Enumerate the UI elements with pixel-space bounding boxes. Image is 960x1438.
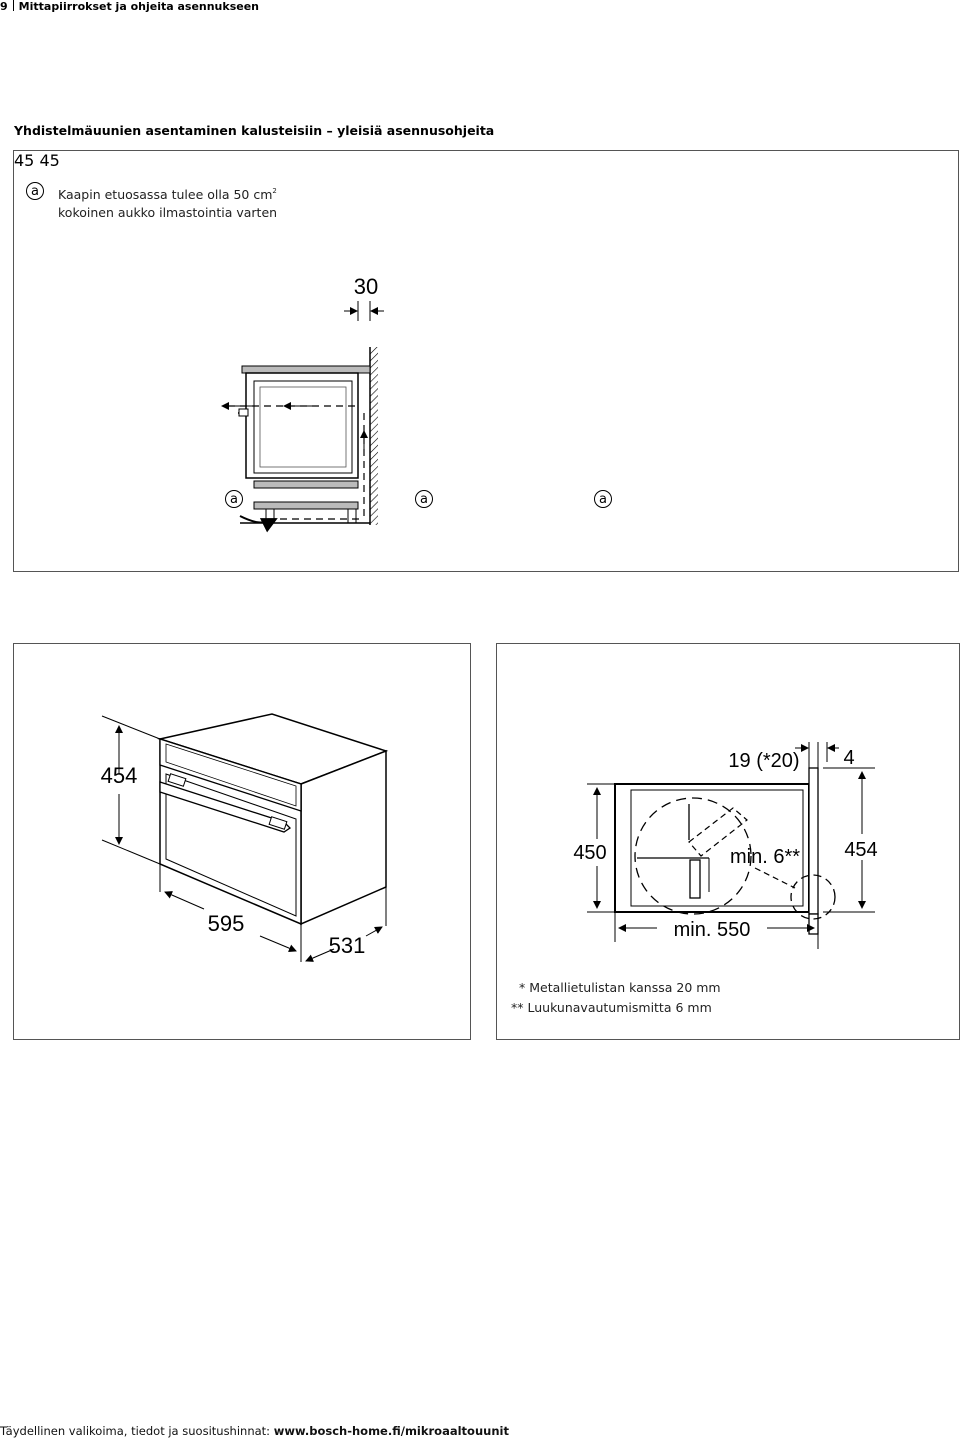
footer-text: Täydellinen valikoima, tiedot ja suositushinnat:	[0, 1424, 274, 1438]
marker-a-middle: a	[415, 490, 433, 508]
page-header	[0, 0, 259, 14]
section-name: Mittapiirrokset ja ohjeita asennukseen	[18, 0, 260, 13]
dimension-height: 454	[100, 763, 138, 788]
note-superscript: 2	[272, 187, 277, 195]
dimension-width: 595	[207, 911, 245, 936]
cabinet-left	[222, 301, 384, 525]
page-number: 9	[0, 0, 8, 13]
footnotes	[511, 978, 721, 1018]
dimension-depth: 531	[328, 933, 366, 958]
dimension-right: 45	[39, 151, 60, 170]
dimension-top-right: 4	[843, 747, 855, 769]
footnote-2: ** Luukunavautumismitta 6 mm	[511, 1000, 712, 1015]
page-footer	[0, 1424, 509, 1438]
dimension-min-gap: min. 6**	[729, 846, 801, 868]
note-line-2: kokoinen aukko ilmastointia varten	[58, 205, 278, 220]
niche-panel	[496, 643, 960, 1040]
ventilation-panel	[13, 150, 959, 572]
marker-a-right: a	[594, 490, 612, 508]
note-line-1: Kaapin etuosassa tulee olla 50 cm	[58, 187, 273, 202]
dimension-height-454: 454	[844, 839, 878, 861]
marker-a-left: a	[225, 490, 243, 508]
appliance-drawing	[14, 644, 470, 1039]
dimension-middle: 45	[14, 151, 35, 170]
marker-a: a	[26, 182, 44, 200]
dimension-top: 19 (*20)	[728, 750, 800, 772]
dimension-height-450: 450	[573, 842, 607, 864]
appliance-panel	[13, 643, 471, 1040]
section-title: Yhdistelmäuunien asentaminen kalusteisiin – yleisiä asennusohjeita	[14, 123, 495, 138]
dimension-min-depth: min. 550	[673, 919, 751, 941]
dimension-left: 30	[353, 274, 379, 299]
footer-link[interactable]: www.bosch-home.fi/mikroaaltouunit	[273, 1424, 509, 1438]
header-separator	[13, 0, 14, 11]
ventilation-diagram	[14, 151, 958, 571]
footnote-1: * Metallietulistan kanssa 20 mm	[519, 980, 721, 995]
